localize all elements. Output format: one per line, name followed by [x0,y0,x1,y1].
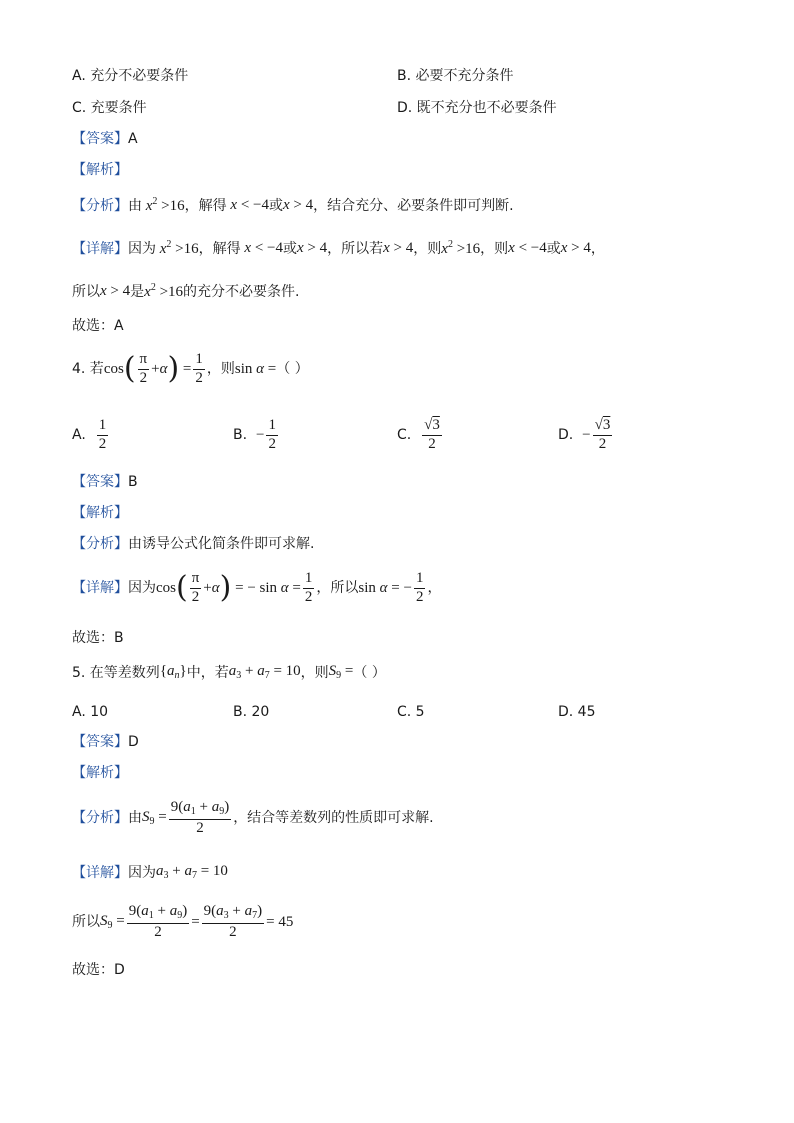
xiangjie-text: 因为 [128,240,156,257]
question-text: （ ） [353,664,386,681]
xiangjie-text: ， [427,580,442,597]
xiangjie-text: 所以 [72,283,100,300]
option-label: B. [233,427,248,444]
xiangjie-text: ，则 [413,240,442,257]
math-expr: x > 4 [282,197,314,213]
q3-xiangjie-line2 [72,283,299,300]
math-expr: x > 4 [100,283,131,299]
fenxi-text: ，结合等差数列的性质即可求解. [233,810,434,827]
xiangjie-text: ，所以若 [327,240,384,257]
math-expr: x > 4 [383,240,414,256]
fenxi-text: ，结合充分、必要条件即可判断. [313,197,514,214]
question-text: （ ） [276,361,309,378]
xiangjie-text: 因为 [128,580,156,597]
xiangjie-tag: 【详解】 [72,240,128,257]
math-expr: cos [103,360,124,377]
fraction: $\frac{1}{2}$ [195,351,203,386]
math-expr: − [582,426,591,443]
fraction: $\frac{1}{2}$ [268,417,276,452]
q5-option-d: D. 45 [558,704,596,720]
option-label: C. [397,427,412,444]
math-expr: − [255,426,265,443]
fenxi-tag: 【分析】 [72,810,128,827]
q4-xiangjie [72,571,441,606]
xiangjie-tag: 【详解】 [72,580,128,597]
fenxi-text: 由 [128,197,142,214]
math-expr: sin α = [234,360,277,377]
q5-stem [72,664,386,681]
q4-option-a [72,418,110,453]
q5-option-b: B. 20 [233,704,270,720]
q5-analysis-tag: 【解析】 [72,765,128,781]
fraction: $\frac{9(a_1 + a_9)}{2}$ [170,799,230,836]
q4-choice: 故选：B [72,630,124,646]
fraction: $\frac{9(a_1 + a_9)}{2}$ [128,903,188,940]
math-expr: sin α = − [358,579,412,596]
q3-answer [72,132,138,146]
q5-xiangjie-line2 [72,904,293,940]
math-expr: $a_3 + a_7 = 10$ [228,663,301,681]
math-expr: $x^2 >16$ [159,239,199,257]
math-expr: ( [123,351,136,387]
q5-answer [72,735,139,749]
xiangjie-text: 或 [546,240,561,257]
xiangjie-text: ，解得 [198,240,241,257]
fenxi-text: 或 [268,197,283,214]
question-text: ，则 [206,361,235,378]
math-expr: $S_9$ = [142,808,167,827]
q3-option-a: A. 充分不必要条件 [72,68,189,84]
math-expr: = [191,913,200,930]
answer-value: A [128,131,138,147]
xiangjie-text: 因为 [128,864,156,881]
xiangjie-text: ，所以 [316,580,359,597]
fenxi-text: 由诱导公式化简条件即可求解. [128,536,315,552]
q3-fenxi [72,197,514,214]
q4-option-d [558,418,614,453]
answer-tag: 【答案】 [72,131,128,147]
math-expr: +α [151,360,168,377]
question-text: 中，若 [186,664,229,681]
question-text: 4. 若 [72,361,104,378]
answer-tag: 【答案】 [72,474,128,490]
q3-choice: 故选：A [72,318,124,334]
xiangjie-tag: 【详解】 [72,864,128,881]
q3-option-c: C. 充要条件 [72,100,147,116]
math-expr: = 45 [266,913,294,930]
fraction: $\frac{\pi}{2}$ [191,570,200,605]
math-expr: ) [219,570,232,606]
q3-xiangjie [72,240,605,257]
q4-option-b [233,418,280,453]
math-expr: cos [156,579,176,596]
q5-option-c: C. 5 [397,704,425,720]
math-expr: x > 4 [296,240,328,256]
xiangjie-text: 的充分不必要条件. [183,283,300,300]
answer-value: B [128,474,138,490]
q5-choice: 故选：D [72,962,125,978]
math-expr: $S_9$ = [100,912,125,931]
q5-xiangjie [72,864,228,881]
math-expr: = [179,360,192,377]
math-expr: $x^2 >16$ [441,239,481,257]
option-label: A. [72,427,86,444]
math-expr: ( [176,570,188,606]
fenxi-tag: 【分析】 [72,536,128,552]
math-expr: $x^2 >16$ [144,282,184,300]
q4-answer [72,475,138,489]
answer-value: D [128,734,139,750]
math-expr: ) [167,351,180,387]
q4-analysis-tag: 【解析】 [72,505,128,521]
math-expr: x < −4 [230,197,269,213]
math-expr: $\{a_n\}$ [159,663,187,681]
math-expr: $a_3 + a_7 = 10$ [156,863,228,881]
xiangjie-text: 所以 [72,914,100,931]
fraction: $\frac{9(a_3 + a_7)}{2}$ [203,903,263,940]
xiangjie-text: 或 [282,240,297,257]
q3-analysis-tag: 【解析】 [72,162,128,178]
math-expr: x < −4 [508,240,547,256]
question-text: ，则 [300,664,329,681]
math-expr: x > 4 [560,240,591,256]
fraction: $\frac{\pi}{2}$ [139,351,148,386]
fraction: $\frac{1}{2}$ [415,570,424,605]
q4-option-c [397,418,444,453]
xiangjie-text: ， [590,240,605,257]
q5-option-a: A. 10 [72,704,109,720]
math-expr: $S_9$ = [328,663,354,681]
fenxi-tag: 【分析】 [72,197,128,214]
answer-tag: 【答案】 [72,734,128,750]
xiangjie-text: 是 [130,283,145,300]
math-expr: $x^2 >16$ [145,196,185,214]
math-expr: +α [203,579,220,596]
xiangjie-text: ，则 [480,240,509,257]
fraction: $\frac{1}{2}$ [98,417,107,452]
q4-fenxi [72,537,314,551]
fraction: $\frac{1}{2}$ [304,570,313,605]
question-text: 5. 在等差数列 [72,664,160,681]
fenxi-text: 由 [128,810,142,827]
q3-option-b: B. 必要不充分条件 [397,68,514,84]
q5-fenxi [72,800,434,836]
fenxi-text: ，解得 [184,197,227,214]
fraction: $\frac{√3}{2}$ [424,417,440,452]
q4-stem [72,352,309,387]
fraction: $\frac{√3}{2}$ [594,417,611,452]
q3-option-d: D. 既不充分也不必要条件 [397,100,557,116]
math-expr: x < −4 [244,240,283,256]
option-label: D. [558,427,574,444]
math-expr: = − sin α = [231,579,301,596]
